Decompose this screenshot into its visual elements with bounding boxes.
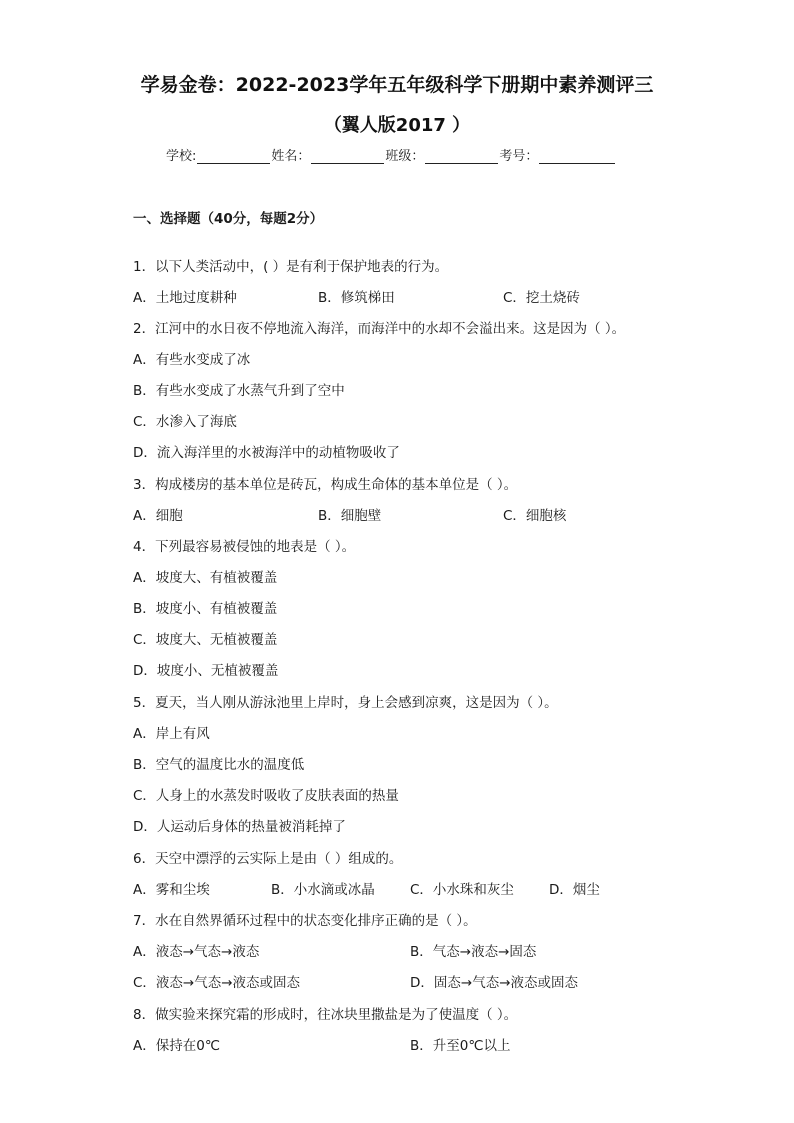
name-label: 姓名： xyxy=(271,149,311,164)
exam-title: 学易金卷：2022-2023学年五年级科学下册期中素养测评三 xyxy=(140,74,654,96)
question-3-option-b[interactable]: B．细胞壁 xyxy=(318,508,382,524)
question-4-stem: 4．下列最容易被侵蚀的地表是（ ）。 xyxy=(133,539,356,555)
question-2-option-c[interactable]: C．水渗入了海底 xyxy=(133,414,237,430)
question-7-option-d[interactable]: D．固态→气态→液态或固态 xyxy=(410,975,579,991)
question-3-stem: 3．构成楼房的基本单位是砖瓦，构成生命体的基本单位是（ ）。 xyxy=(133,477,518,493)
question-7-option-b[interactable]: B．气态→液态→固态 xyxy=(410,944,537,960)
question-1-option-b[interactable]: B．修筑梯田 xyxy=(318,290,395,306)
class-label: 班级： xyxy=(385,149,425,164)
question-5-stem: 5．夏天，当人刚从游泳池里上岸时，身上会感到凉爽，这是因为（ ）。 xyxy=(133,695,558,711)
class-blank[interactable] xyxy=(425,149,498,164)
exam-no-label: 考号： xyxy=(499,149,539,164)
question-8-stem: 8．做实验来探究霜的形成时，往冰块里撒盐是为了使温度（ ）。 xyxy=(133,1007,518,1023)
section-heading: 一、选择题（40分，每题2分） xyxy=(133,211,324,227)
question-2-option-d[interactable]: D．流入海洋里的水被海洋中的动植物吸收了 xyxy=(133,445,400,461)
question-3-option-c[interactable]: C．细胞核 xyxy=(503,508,567,524)
question-7-option-a[interactable]: A．液态→气态→液态 xyxy=(133,944,260,960)
question-4-option-a[interactable]: A．坡度大、有植被覆盖 xyxy=(133,570,278,586)
question-5-option-a[interactable]: A．岸上有风 xyxy=(133,726,210,742)
question-5-option-d[interactable]: D．人运动后身体的热量被消耗掉了 xyxy=(133,819,346,835)
question-6-option-c[interactable]: C．小水珠和灰尘 xyxy=(410,882,514,898)
question-5-option-b[interactable]: B．空气的温度比水的温度低 xyxy=(133,757,305,773)
question-2-option-a[interactable]: A．有些水变成了冰 xyxy=(133,352,251,368)
question-7-stem: 7．水在自然界循环过程中的状态变化排序正确的是（ ）。 xyxy=(133,913,477,929)
question-6-option-b[interactable]: B．小水滴或冰晶 xyxy=(271,882,375,898)
name-blank[interactable] xyxy=(311,149,384,164)
question-8-option-b[interactable]: B．升至0℃以上 xyxy=(410,1038,511,1054)
question-4-option-b[interactable]: B．坡度小、有植被覆盖 xyxy=(133,601,278,617)
question-4-option-d[interactable]: D．坡度小、无植被覆盖 xyxy=(133,663,279,679)
question-6-option-d[interactable]: D．烟尘 xyxy=(549,882,600,898)
question-1-option-a[interactable]: A．土地过度耕种 xyxy=(133,290,237,306)
exam-subtitle: （翼人版2017 ） xyxy=(323,115,471,136)
school-label: 学校: xyxy=(166,149,197,164)
school-blank[interactable] xyxy=(197,149,270,164)
question-6-option-a[interactable]: A．雾和尘埃 xyxy=(133,882,210,898)
question-2-stem: 2．江河中的水日夜不停地流入海洋，而海洋中的水却不会溢出来。这是因为（ ）。 xyxy=(133,321,626,337)
question-6-stem: 6．天空中漂浮的云实际上是由（ ）组成的。 xyxy=(133,851,403,867)
question-3-option-a[interactable]: A．细胞 xyxy=(133,508,183,524)
question-7-option-c[interactable]: C．液态→气态→液态或固态 xyxy=(133,975,301,991)
student-info-line xyxy=(166,145,646,164)
exam-no-blank[interactable] xyxy=(539,149,615,164)
question-5-option-c[interactable]: C．人身上的水蒸发时吸收了皮肤表面的热量 xyxy=(133,788,399,804)
question-8-option-a[interactable]: A．保持在0℃ xyxy=(133,1038,220,1054)
question-1-stem: 1．以下人类活动中，( ）是有利于保护地表的行为。 xyxy=(133,259,449,275)
question-2-option-b[interactable]: B．有些水变成了水蒸气升到了空中 xyxy=(133,383,345,399)
question-1-option-c[interactable]: C．挖土烧砖 xyxy=(503,290,580,306)
question-4-option-c[interactable]: C．坡度大、无植被覆盖 xyxy=(133,632,278,648)
